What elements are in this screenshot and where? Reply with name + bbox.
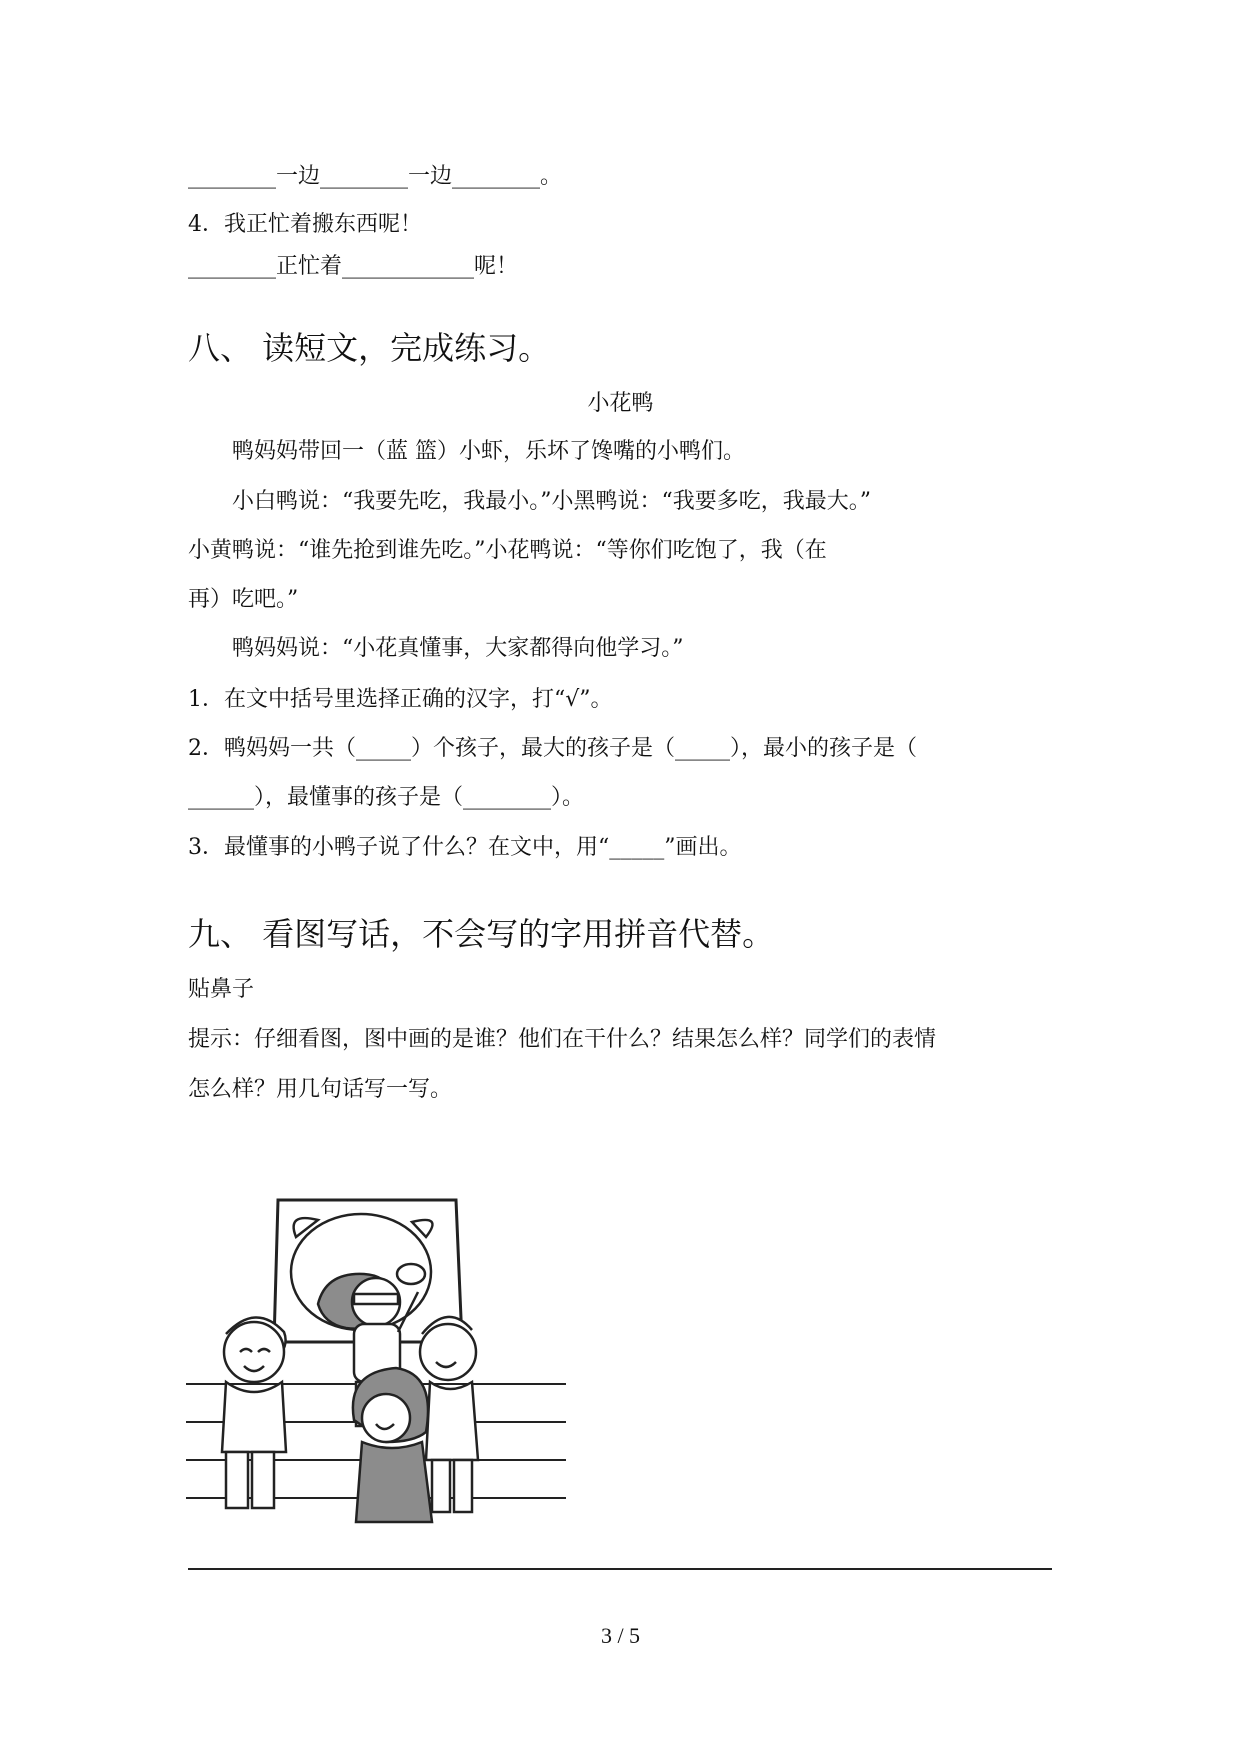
q4-answer-line: ________正忙着____________呢！ xyxy=(188,254,519,279)
page-number: 3 / 5 xyxy=(600,1623,641,1648)
q3-answer-line: ________一边________一边________。 xyxy=(188,164,563,189)
writing-hint: 提示：仔细看图，图中画的是谁？他们在干什么？结果怎么样？同学们的表情 xyxy=(188,1027,937,1052)
pin-the-nose-illustration xyxy=(186,1192,576,1532)
q4-prompt: 4．我正忙着搬东西呢！ xyxy=(188,212,422,237)
story-paragraph: 再）吃吧。” xyxy=(188,587,299,612)
question-3: 3．最懂事的小鸭子说了什么？在文中，用“_____”画出。 xyxy=(188,835,742,860)
writing-subtitle: 贴鼻子 xyxy=(188,977,255,1002)
question-2: 2．鸭妈妈一共（_____）个孩子，最大的孩子是（_____），最小的孩子是（ xyxy=(188,736,917,761)
writing-answer-line[interactable] xyxy=(188,1568,1052,1570)
section-9-heading: 九、 看图写话，不会写的字用拼音代替。 xyxy=(188,915,775,953)
section-8-heading: 八、 读短文，完成练习。 xyxy=(188,329,551,367)
story-paragraph: 小白鸭说：“我要先吃，我最小。”小黑鸭说：“我要多吃，我最大。” xyxy=(232,489,871,514)
story-paragraph: 鸭妈妈带回一（蓝 篮）小虾，乐坏了馋嘴的小鸭们。 xyxy=(232,439,745,464)
question-1: 1．在文中括号里选择正确的汉字，打“√”。 xyxy=(188,687,613,712)
story-title: 小花鸭 xyxy=(587,391,654,416)
story-paragraph: 小黄鸭说：“谁先抢到谁先吃。”小花鸭说：“等你们吃饱了，我（在 xyxy=(188,538,827,563)
question-2-continued: ______），最懂事的孩子是（________）。 xyxy=(188,785,585,810)
story-paragraph: 鸭妈妈说：“小花真懂事，大家都得向他学习。” xyxy=(232,636,684,661)
writing-hint: 怎么样？用几句话写一写。 xyxy=(188,1077,453,1102)
